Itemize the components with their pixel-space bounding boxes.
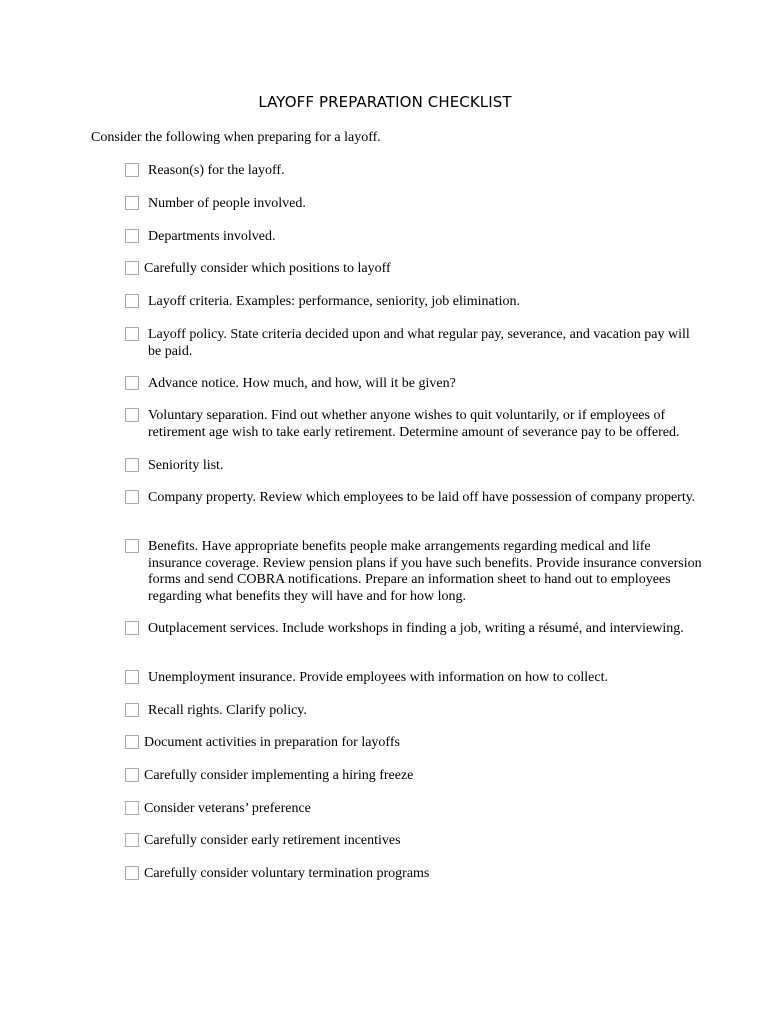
checklist-item-layoff-policy [125, 327, 705, 360]
page-title: LAYOFF PREPARATION CHECKLIST [258, 93, 512, 111]
checkbox[interactable] [125, 490, 139, 504]
checkbox[interactable] [125, 833, 139, 847]
checklist-item-label: Layoff policy. State criteria decided upon and what regular pay, severance, and vacation pay will be paid. [148, 327, 690, 359]
checklist-item-recall-rights [125, 703, 705, 720]
checkbox[interactable] [125, 458, 139, 472]
checklist-item-document-activities [125, 735, 705, 752]
checkbox[interactable] [125, 768, 139, 782]
checklist-item-advance-notice [125, 376, 705, 393]
intro-text: Consider the following when preparing for a layoff. [91, 130, 381, 145]
checklist-item-company-property [125, 490, 705, 507]
checklist-item-positions [125, 261, 705, 278]
checklist-item-label: Number of people involved. [148, 196, 306, 211]
checklist-item-label: Carefully consider voluntary termination programs [144, 866, 430, 881]
checklist-item-label: Layoff criteria. Examples: performance, seniority, job elimination. [148, 294, 521, 309]
checkbox[interactable] [125, 670, 139, 684]
checklist-item-label: Benefits. Have appropriate benefits people make arrangements regarding medical and life insurance coverage. Review pension plans if you have such benefits. Provide insurance conversion forms and send COBRA notifications. Prepare an information sheet to hand out to employees regarding what benefits they will have and for how long. [148, 539, 702, 604]
checklist-item-label: Reason(s) for the layoff. [148, 163, 285, 178]
checklist-item-seniority-list [125, 458, 705, 475]
checkbox[interactable] [125, 539, 139, 553]
checkbox[interactable] [125, 866, 139, 880]
checklist-item-benefits [125, 539, 705, 605]
checkbox[interactable] [125, 801, 139, 815]
checklist-item-reason [125, 163, 705, 180]
checklist-item-label: Unemployment insurance. Provide employees with information on how to collect. [148, 670, 608, 685]
checklist-item-label: Departments involved. [148, 229, 276, 244]
checkbox[interactable] [125, 261, 139, 275]
checklist-item-label: Carefully consider which positions to layoff [144, 261, 391, 276]
checklist-item-label: Consider veterans’ preference [144, 801, 311, 816]
checklist-item-label: Recall rights. Clarify policy. [148, 703, 307, 718]
checklist-item-early-retirement [125, 833, 705, 850]
checklist-item-voluntary-separation [125, 408, 705, 441]
checklist-item-veterans-preference [125, 801, 705, 818]
checklist-item-label: Document activities in preparation for layoffs [144, 735, 400, 750]
checklist-item-number-of-people [125, 196, 705, 213]
checklist-item-label: Seniority list. [148, 458, 224, 473]
checkbox[interactable] [125, 408, 139, 422]
checklist-item-unemployment [125, 670, 705, 687]
checklist-item-departments [125, 229, 705, 246]
checklist-item-hiring-freeze [125, 768, 705, 785]
checkbox[interactable] [125, 703, 139, 717]
checklist-item-label: Carefully consider early retirement incentives [144, 833, 401, 848]
checklist-item-label: Voluntary separation. Find out whether anyone wishes to quit voluntarily, or if employees of retirement age wish to take early retirement. Determine amount of severance pay to be offered. [148, 408, 680, 440]
checklist-item-label: Carefully consider implementing a hiring freeze [144, 768, 414, 783]
checklist-item-label: Advance notice. How much, and how, will it be given? [148, 376, 456, 391]
checklist-item-voluntary-termination [125, 866, 705, 883]
checklist-item-outplacement [125, 621, 705, 638]
checkbox[interactable] [125, 294, 139, 308]
checkbox[interactable] [125, 229, 139, 243]
checkbox[interactable] [125, 376, 139, 390]
checkbox[interactable] [125, 163, 139, 177]
checkbox[interactable] [125, 735, 139, 749]
checkbox[interactable] [125, 621, 139, 635]
checkbox[interactable] [125, 327, 139, 341]
checkbox[interactable] [125, 196, 139, 210]
checklist-item-layoff-criteria [125, 294, 705, 311]
checklist-item-label: Outplacement services. Include workshops in finding a job, writing a résumé, and interviewing. [148, 621, 684, 636]
checklist-item-label: Company property. Review which employees to be laid off have possession of company property. [148, 490, 696, 505]
